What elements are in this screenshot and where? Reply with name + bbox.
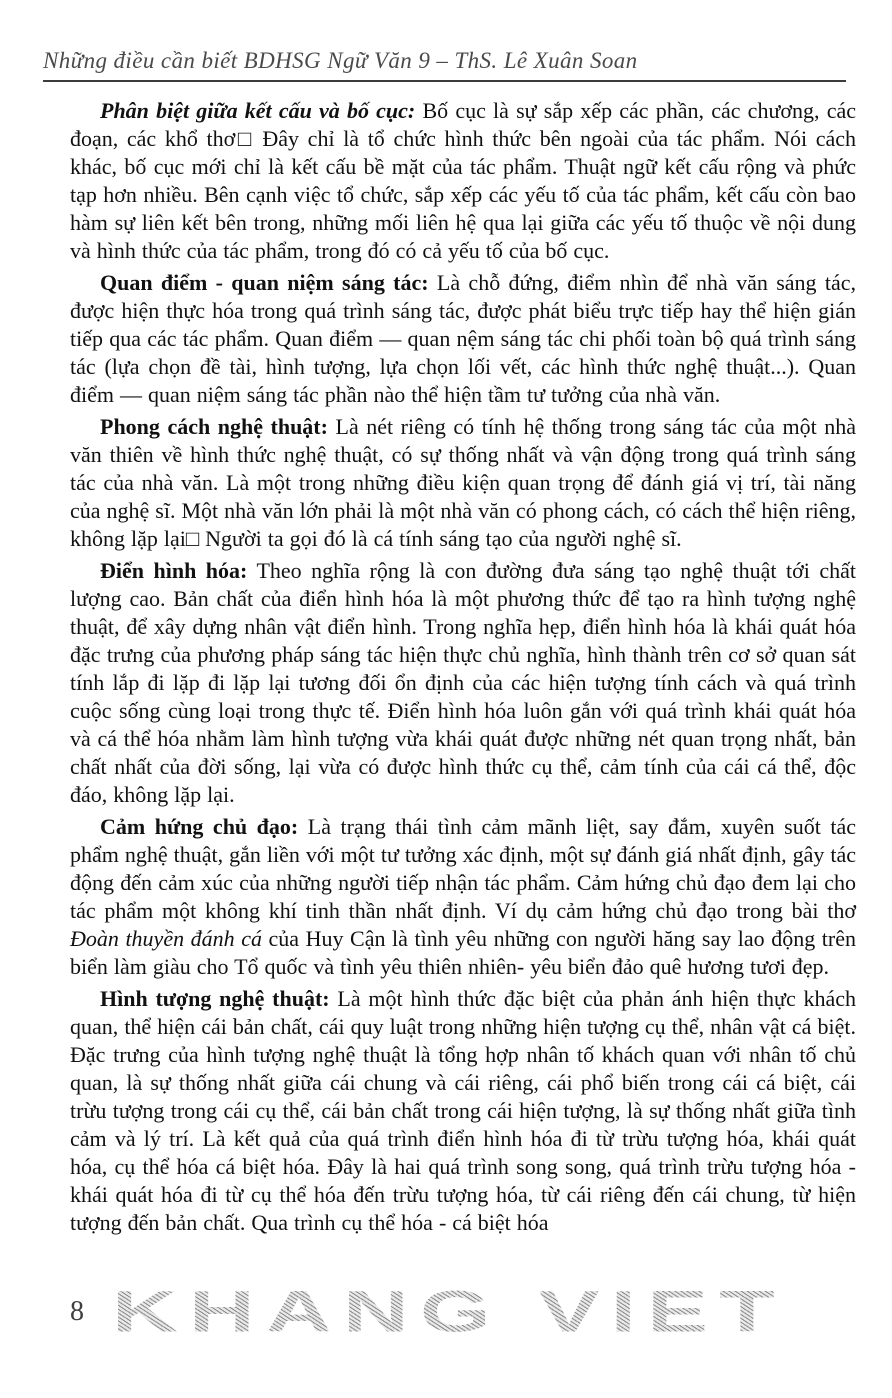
term-heading: Cảm hứng chủ đạo: bbox=[100, 814, 299, 839]
paragraph-phong-cach-nghe-thuat bbox=[70, 413, 856, 553]
paragraph-text: Theo nghĩa rộng là con đường đưa sáng tạo nghệ thuật tới chất lượng cao. Bản chất của điển hình hóa là một phương thức để tạo ra hình tượng nghệ thuật, để xây dựng nhân vật điển hình. Trong nghĩa hẹp, điển hình hóa là khái quát hóa đặc trưng của phương pháp sáng tác hiện thực chủ nghĩa, hình thành trên cơ sở quan sát tính lắp đi lặp đi lặp lại tương đối ổn định của các hiện tượng tính cách và quá trình cuộc sống cùng loại trong thực tế. Điển hình hóa luôn gắn với quá trình khái quát hóa và cá thể hóa nhằm làm hình tượng vừa khái quát được những nét quan trọng nhất, bản chất nhất của đời sống, lại vừa có được hình thức cụ thể, cảm tính của cái cá thể, độc đáo, không lặp lại. bbox=[70, 558, 856, 807]
paragraph-text: Bố cục là sự sắp xếp các phần, các chương, các đoạn, các khổ thơ□ Đây chỉ là tổ chức hình thức bên ngoài của tác phẩm. Nói cách khác, bố cục mới chỉ là kết cấu bề mặt của tác phẩm. Thuật ngữ kết cấu rộng và phức tạp hơn nhiều. Bên cạnh việc tổ chức, sắp xếp các yếu tố của tác phẩm, kết cấu còn bao hàm sự liên kết bên trong, những mối liên hệ qua lại giữa các yếu tố thuộc về nội dung và hình thức của tác phẩm, trong đó có cả yếu tố của bố cục. bbox=[70, 98, 856, 263]
paragraph-quan-diem-sang-tac bbox=[70, 269, 856, 409]
work-title-doan-thuyen-danh-ca: Đoàn thuyền đánh cá bbox=[70, 926, 262, 951]
running-title: Những điều cần biết BDHSG Ngữ Văn 9 – ThS. Lê Xuân Soan bbox=[43, 48, 638, 73]
term-heading: Phong cách nghệ thuật: bbox=[100, 414, 328, 439]
paragraph-text: của Huy Cận là tình yêu những con người hăng say lao động trên biển làm giàu cho Tổ quốc và tình yêu thiên nhiên- yêu biển đảo quê hương tươi đẹp. bbox=[70, 926, 856, 979]
page-number: 8 bbox=[70, 1296, 84, 1327]
term-heading: Hình tượng nghệ thuật: bbox=[100, 986, 330, 1011]
paragraph-text: Là một hình thức đặc biệt của phản ánh hiện thực khách quan, thể hiện cái bản chất, cái quy luật trong những hiện tượng cụ thể, nhân vật cá biệt. Đặc trưng của hình tượng nghệ thuật là tổng hợp nhân tố khách quan với nhân tố chủ quan, là sự thống nhất giữa cái chung và cái riêng, cái phổ biến trong cái cá biệt, cái trừu tượng trong cái cụ thể, cái bản chất trong cái hiện tượng, là sự thống nhất giữa tình cảm và lý trí. Là kết quả của quá trình điển hình hóa đi từ trừu tượng hóa, khái quát hóa, cụ thể hóa cá biệt hóa. Đây là hai quá trình song song, quá trình trừu tượng hóa - khái quát hóa đi từ cụ thể hóa đến trừu tượng hóa, từ cái riêng đến cái chung, từ hiện tượng đến bản chất. Qua trình cụ thể hóa - cá biệt hóa bbox=[70, 986, 857, 1235]
khang-viet-watermark: KHANG VIET bbox=[112, 1278, 787, 1345]
book-page bbox=[0, 48, 892, 1398]
term-heading: Điển hình hóa: bbox=[100, 558, 248, 583]
paragraph-cam-hung-chu-dao bbox=[70, 813, 856, 981]
paragraph-text: Là nét riêng có tính hệ thống trong sáng tác của một nhà văn thiên về hình thức nghệ thuật, có sự thống nhất và vận động trong quá trình sáng tác của nhà văn. Là một trong những điều kiện quan trọng để đánh giá vị trí, tài năng của nghệ sĩ. Một nhà văn lớn phải là một nhà văn có phong cách, có cách thể hiện riêng, không lặp lại□ Người ta gọi đó là cá tính sáng tạo của người nghệ sĩ. bbox=[70, 414, 856, 551]
paragraph-text: Là trạng thái tình cảm mãnh liệt, say đắm, xuyên suốt tác phẩm nghệ thuật, gắn liền với một tư tưởng xác định, một sự đánh giá nhất định, gây tác động đến cảm xúc của những người tiếp nhận tác phẩm. Cảm hứng chủ đạo đem lại cho tác phẩm một không khí tinh thần nhất định. Ví dụ cảm hứng chủ đạo trong bài thơ bbox=[70, 814, 856, 923]
page-body bbox=[70, 97, 856, 1237]
page-header bbox=[43, 48, 846, 82]
term-heading: Quan điểm - quan niệm sáng tác: bbox=[100, 270, 429, 295]
paragraph-hinh-tuong-nghe-thuat bbox=[70, 985, 856, 1237]
paragraph-phan-biet-ket-cau-bo-cuc bbox=[70, 97, 856, 265]
paragraph-dien-hinh-hoa bbox=[70, 557, 856, 809]
paragraph-text: Là chỗ đứng, điểm nhìn để nhà văn sáng tác, được hiện thực hóa trong quá trình sáng tác, được phát biểu trực tiếp hay thể hiện gián tiếp qua các tác phẩm. Quan điểm — quan nệm sáng tác chi phối toàn bộ quá trình sáng tác (lựa chọn đề tài, hình tượng, lựa chọn lối vết, các hình thức nghệ thuật...). Quan điểm — quan niệm sáng tác phần nào thể hiện tầm tư tưởng của nhà văn. bbox=[70, 270, 856, 407]
term-heading: Phân biệt giữa kết cấu và bố cục: bbox=[100, 98, 416, 123]
